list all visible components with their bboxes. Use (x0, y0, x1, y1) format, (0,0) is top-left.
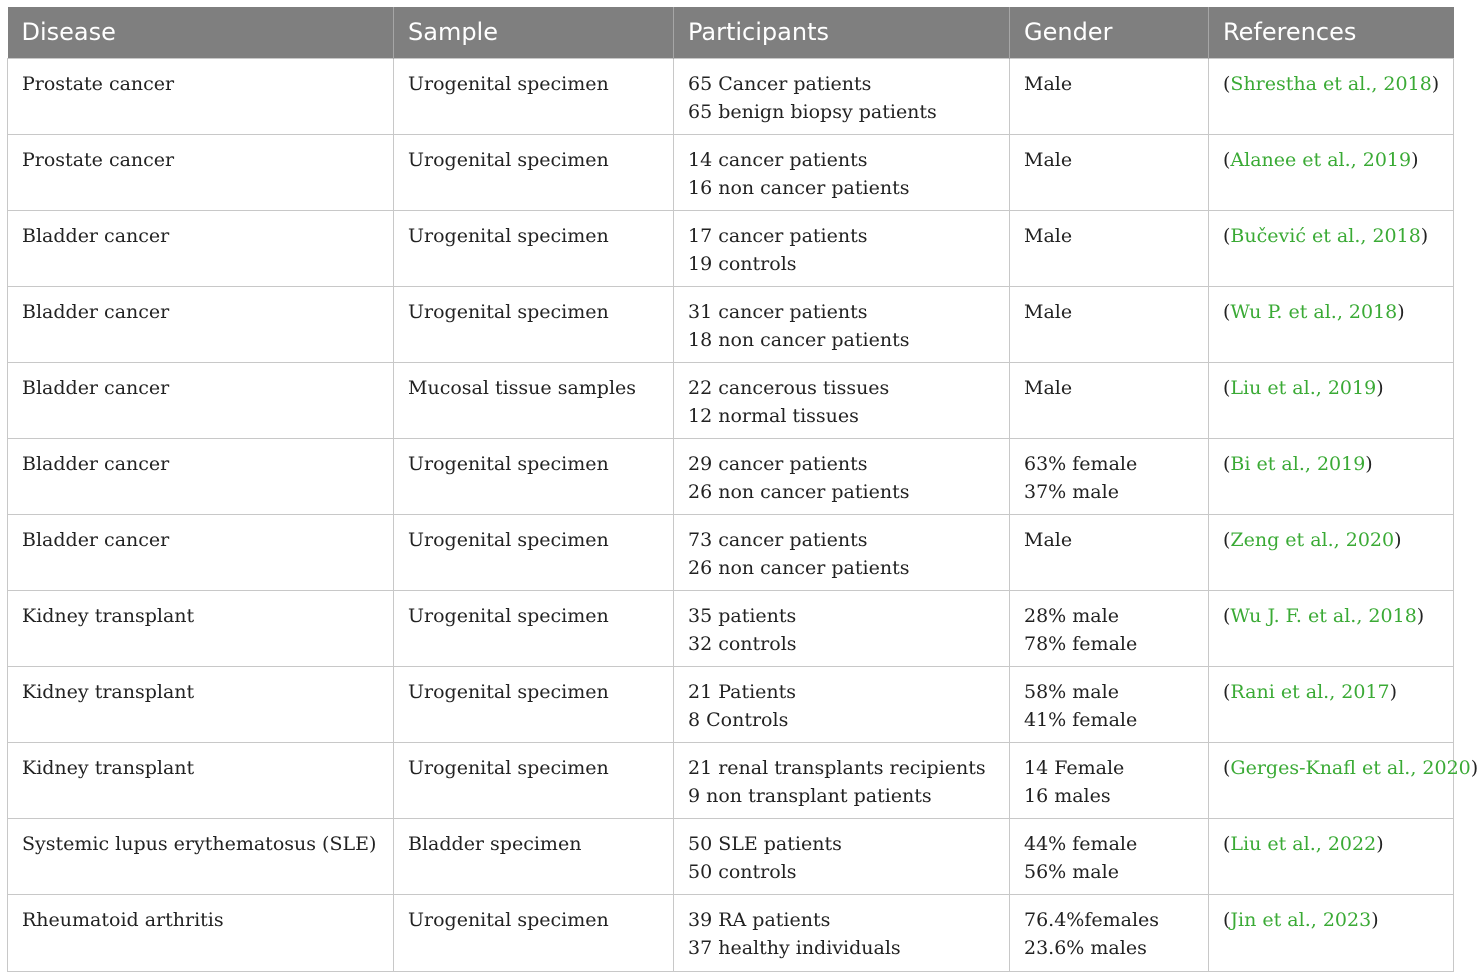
reference-cell (1209, 666, 1454, 742)
reference-cell (1209, 514, 1454, 590)
gender-line: 44% female (1024, 832, 1138, 855)
participants-cell (674, 514, 1010, 590)
disease-text: Bladder cancer (22, 300, 170, 323)
sample-text: Urogenital specimen (408, 908, 609, 931)
table-row (8, 666, 1454, 742)
gender-cell (1010, 514, 1209, 590)
gender-line: 28% male (1024, 604, 1119, 627)
reference-citation (1223, 757, 1478, 779)
reference-cell (1209, 894, 1454, 971)
disease-cell (8, 742, 394, 818)
gender-line: Male (1024, 224, 1073, 247)
table-row (8, 210, 1454, 286)
open-paren: ( (1223, 224, 1231, 247)
sample-text: Urogenital specimen (408, 452, 609, 475)
reference-cell (1209, 134, 1454, 210)
participants-line: 37 healthy individuals (688, 936, 901, 959)
disease-cell (8, 438, 394, 514)
reference-link[interactable]: Jin et al., 2023 (1230, 908, 1372, 931)
reference-citation (1223, 833, 1384, 855)
open-paren: ( (1223, 148, 1231, 171)
open-paren: ( (1223, 528, 1231, 551)
disease-cell (8, 666, 394, 742)
participants-line: 31 cancer patients (688, 300, 868, 323)
gender-line: Male (1024, 528, 1073, 551)
sample-text: Urogenital specimen (408, 528, 609, 551)
sample-text: Urogenital specimen (408, 680, 609, 703)
table-row (8, 742, 1454, 818)
disease-text: Rheumatoid arthritis (22, 908, 224, 931)
participants-line: 14 cancer patients (688, 148, 868, 171)
table-row (8, 362, 1454, 438)
header-sample: Sample (394, 7, 674, 58)
table-row (8, 438, 1454, 514)
participants-line: 18 non cancer patients (688, 328, 910, 351)
sample-text: Bladder specimen (408, 832, 582, 855)
participants-line: 65 benign biopsy patients (688, 100, 937, 123)
reference-cell (1209, 438, 1454, 514)
reference-citation (1223, 681, 1397, 703)
sample-cell (394, 742, 674, 818)
header-gender: Gender (1010, 7, 1209, 58)
reference-citation (1223, 301, 1405, 323)
disease-cell (8, 514, 394, 590)
gender-cell (1010, 286, 1209, 362)
disease-cell (8, 210, 394, 286)
participants-line: 39 RA patients (688, 908, 831, 931)
gender-line: 23.6% males (1024, 936, 1147, 959)
close-paren: ) (1431, 72, 1440, 95)
participants-line: 21 renal transplants recipients (688, 756, 986, 779)
table-row (8, 514, 1454, 590)
gender-cell (1010, 666, 1209, 742)
reference-cell (1209, 742, 1478, 818)
open-paren: ( (1223, 680, 1231, 703)
open-paren: ( (1223, 300, 1231, 323)
participants-line: 50 SLE patients (688, 832, 842, 855)
reference-link[interactable]: Liu et al., 2019 (1230, 376, 1377, 399)
disease-cell (8, 58, 394, 134)
data-table (7, 7, 1478, 972)
close-paren: ) (1365, 452, 1373, 475)
sample-text: Urogenital specimen (408, 72, 609, 95)
gender-line: 56% male (1024, 860, 1119, 883)
sample-cell (394, 818, 674, 894)
disease-text: Bladder cancer (22, 376, 170, 399)
disease-cell (8, 362, 394, 438)
sample-cell (394, 666, 674, 742)
participants-line: 16 non cancer patients (688, 176, 910, 199)
disease-text: Bladder cancer (22, 528, 170, 551)
open-paren: ( (1223, 908, 1231, 931)
close-paren: ) (1394, 528, 1402, 551)
header-row (8, 7, 1454, 58)
participants-cell (674, 742, 1010, 818)
close-paren: ) (1376, 832, 1384, 855)
sample-cell (394, 514, 674, 590)
disease-cell (8, 818, 394, 894)
open-paren: ( (1223, 376, 1231, 399)
reference-link[interactable]: Alanee et al., 2019 (1230, 148, 1412, 171)
sample-text: Urogenital specimen (408, 148, 609, 171)
participants-cell (674, 58, 1010, 134)
table-row (8, 818, 1454, 894)
reference-link[interactable]: Bi et al., 2019 (1230, 452, 1366, 475)
participants-line: 8 Controls (688, 708, 789, 731)
gender-line: Male (1024, 376, 1073, 399)
participants-cell (674, 590, 1010, 666)
participants-cell (674, 134, 1010, 210)
disease-text: Kidney transplant (22, 680, 195, 703)
open-paren: ( (1223, 756, 1231, 779)
gender-line: 63% female (1024, 452, 1138, 475)
participants-line: 29 cancer patients (688, 452, 868, 475)
close-paren: ) (1416, 604, 1425, 627)
gender-line: 78% female (1024, 632, 1138, 655)
header-participants: Participants (674, 7, 1010, 58)
reference-link[interactable]: Liu et al., 2022 (1230, 832, 1377, 855)
table-header (8, 7, 1454, 58)
open-paren: ( (1223, 72, 1231, 95)
sample-text: Urogenital specimen (408, 300, 609, 323)
disease-cell (8, 590, 394, 666)
close-paren: ) (1389, 680, 1398, 703)
reference-cell (1209, 58, 1454, 134)
reference-cell (1209, 818, 1454, 894)
participants-line: 65 Cancer patients (688, 72, 872, 95)
table-row (8, 894, 1454, 971)
reference-citation (1223, 73, 1439, 95)
disease-cell (8, 134, 394, 210)
open-paren: ( (1223, 452, 1231, 475)
disease-text: Bladder cancer (22, 224, 170, 247)
gender-cell (1010, 742, 1209, 818)
close-paren: ) (1420, 224, 1429, 247)
participants-line: 17 cancer patients (688, 224, 868, 247)
participants-cell (674, 666, 1010, 742)
reference-cell (1209, 590, 1454, 666)
sample-text: Urogenital specimen (408, 604, 609, 627)
disease-text: Kidney transplant (22, 756, 195, 779)
gender-line: 14 Female (1024, 756, 1125, 779)
table-row (8, 286, 1454, 362)
gender-cell (1010, 362, 1209, 438)
gender-line: Male (1024, 300, 1073, 323)
participants-line: 32 controls (688, 632, 797, 655)
sample-text: Urogenital specimen (408, 756, 609, 779)
close-paren: ) (1376, 376, 1384, 399)
reference-citation (1223, 909, 1379, 931)
disease-text: Prostate cancer (22, 148, 175, 171)
reference-citation (1223, 453, 1373, 475)
participants-cell (674, 438, 1010, 514)
sample-cell (394, 58, 674, 134)
reference-citation (1223, 605, 1424, 627)
participants-cell (674, 210, 1010, 286)
close-paren: ) (1411, 148, 1419, 171)
gender-cell (1010, 590, 1209, 666)
participants-line: 73 cancer patients (688, 528, 868, 551)
gender-cell (1010, 438, 1209, 514)
disease-text: Systemic lupus erythematosus (SLE) (22, 832, 377, 855)
gender-line: Male (1024, 148, 1073, 171)
table-row (8, 58, 1454, 134)
participants-cell (674, 286, 1010, 362)
disease-text: Prostate cancer (22, 72, 175, 95)
reference-cell (1209, 210, 1454, 286)
reference-citation (1223, 225, 1428, 247)
disease-cell (8, 286, 394, 362)
reference-cell (1209, 362, 1454, 438)
reference-citation (1223, 149, 1419, 171)
reference-link[interactable]: Wu P. et al., 2018 (1230, 300, 1398, 323)
reference-citation (1223, 377, 1384, 399)
reference-link[interactable]: Rani et al., 2017 (1230, 680, 1390, 703)
gender-cell (1010, 210, 1209, 286)
close-paren: ) (1470, 756, 1478, 779)
sample-cell (394, 286, 674, 362)
participants-line: 22 cancerous tissues (688, 376, 890, 399)
reference-link[interactable]: Wu J. F. et al., 2018 (1230, 604, 1417, 627)
close-paren: ) (1397, 300, 1405, 323)
reference-citation (1223, 529, 1402, 551)
open-paren: ( (1223, 832, 1231, 855)
sample-cell (394, 134, 674, 210)
reference-cell (1209, 286, 1454, 362)
gender-cell (1010, 58, 1209, 134)
table-row (8, 590, 1454, 666)
table-container (7, 7, 1478, 972)
close-paren: ) (1371, 908, 1379, 931)
participants-line: 26 non cancer patients (688, 556, 910, 579)
participants-line: 21 Patients (688, 680, 797, 703)
reference-link[interactable]: Gerges-Knafl et al., 2020 (1230, 756, 1471, 779)
participants-line: 19 controls (688, 252, 797, 275)
table-row (8, 134, 1454, 210)
gender-line: 58% male (1024, 680, 1119, 703)
disease-text: Bladder cancer (22, 452, 170, 475)
sample-text: Mucosal tissue samples (408, 376, 637, 399)
sample-text: Urogenital specimen (408, 224, 609, 247)
gender-line: 37% male (1024, 480, 1119, 503)
participants-cell (674, 362, 1010, 438)
disease-cell (8, 894, 394, 971)
participants-cell (674, 818, 1010, 894)
participants-line: 50 controls (688, 860, 797, 883)
gender-line: 16 males (1024, 784, 1111, 807)
table-body (8, 58, 1478, 971)
disease-text: Kidney transplant (22, 604, 195, 627)
participants-line: 9 non transplant patients (688, 784, 932, 807)
reference-link[interactable]: Shrestha et al., 2018 (1230, 72, 1432, 95)
sample-cell (394, 590, 674, 666)
participants-line: 26 non cancer patients (688, 480, 910, 503)
gender-line: 76.4%females (1024, 908, 1160, 931)
sample-cell (394, 362, 674, 438)
header-references: References (1209, 7, 1454, 58)
reference-link[interactable]: Bučević et al., 2018 (1230, 224, 1421, 247)
header-disease: Disease (8, 7, 394, 58)
gender-cell (1010, 134, 1209, 210)
sample-cell (394, 894, 674, 971)
gender-cell (1010, 894, 1209, 971)
sample-cell (394, 438, 674, 514)
gender-line: 41% female (1024, 708, 1138, 731)
gender-cell (1010, 818, 1209, 894)
participants-cell (674, 894, 1010, 971)
participants-line: 35 patients (688, 604, 797, 627)
reference-link[interactable]: Zeng et al., 2020 (1230, 528, 1395, 551)
open-paren: ( (1223, 604, 1231, 627)
sample-cell (394, 210, 674, 286)
participants-line: 12 normal tissues (688, 404, 859, 427)
gender-line: Male (1024, 72, 1073, 95)
